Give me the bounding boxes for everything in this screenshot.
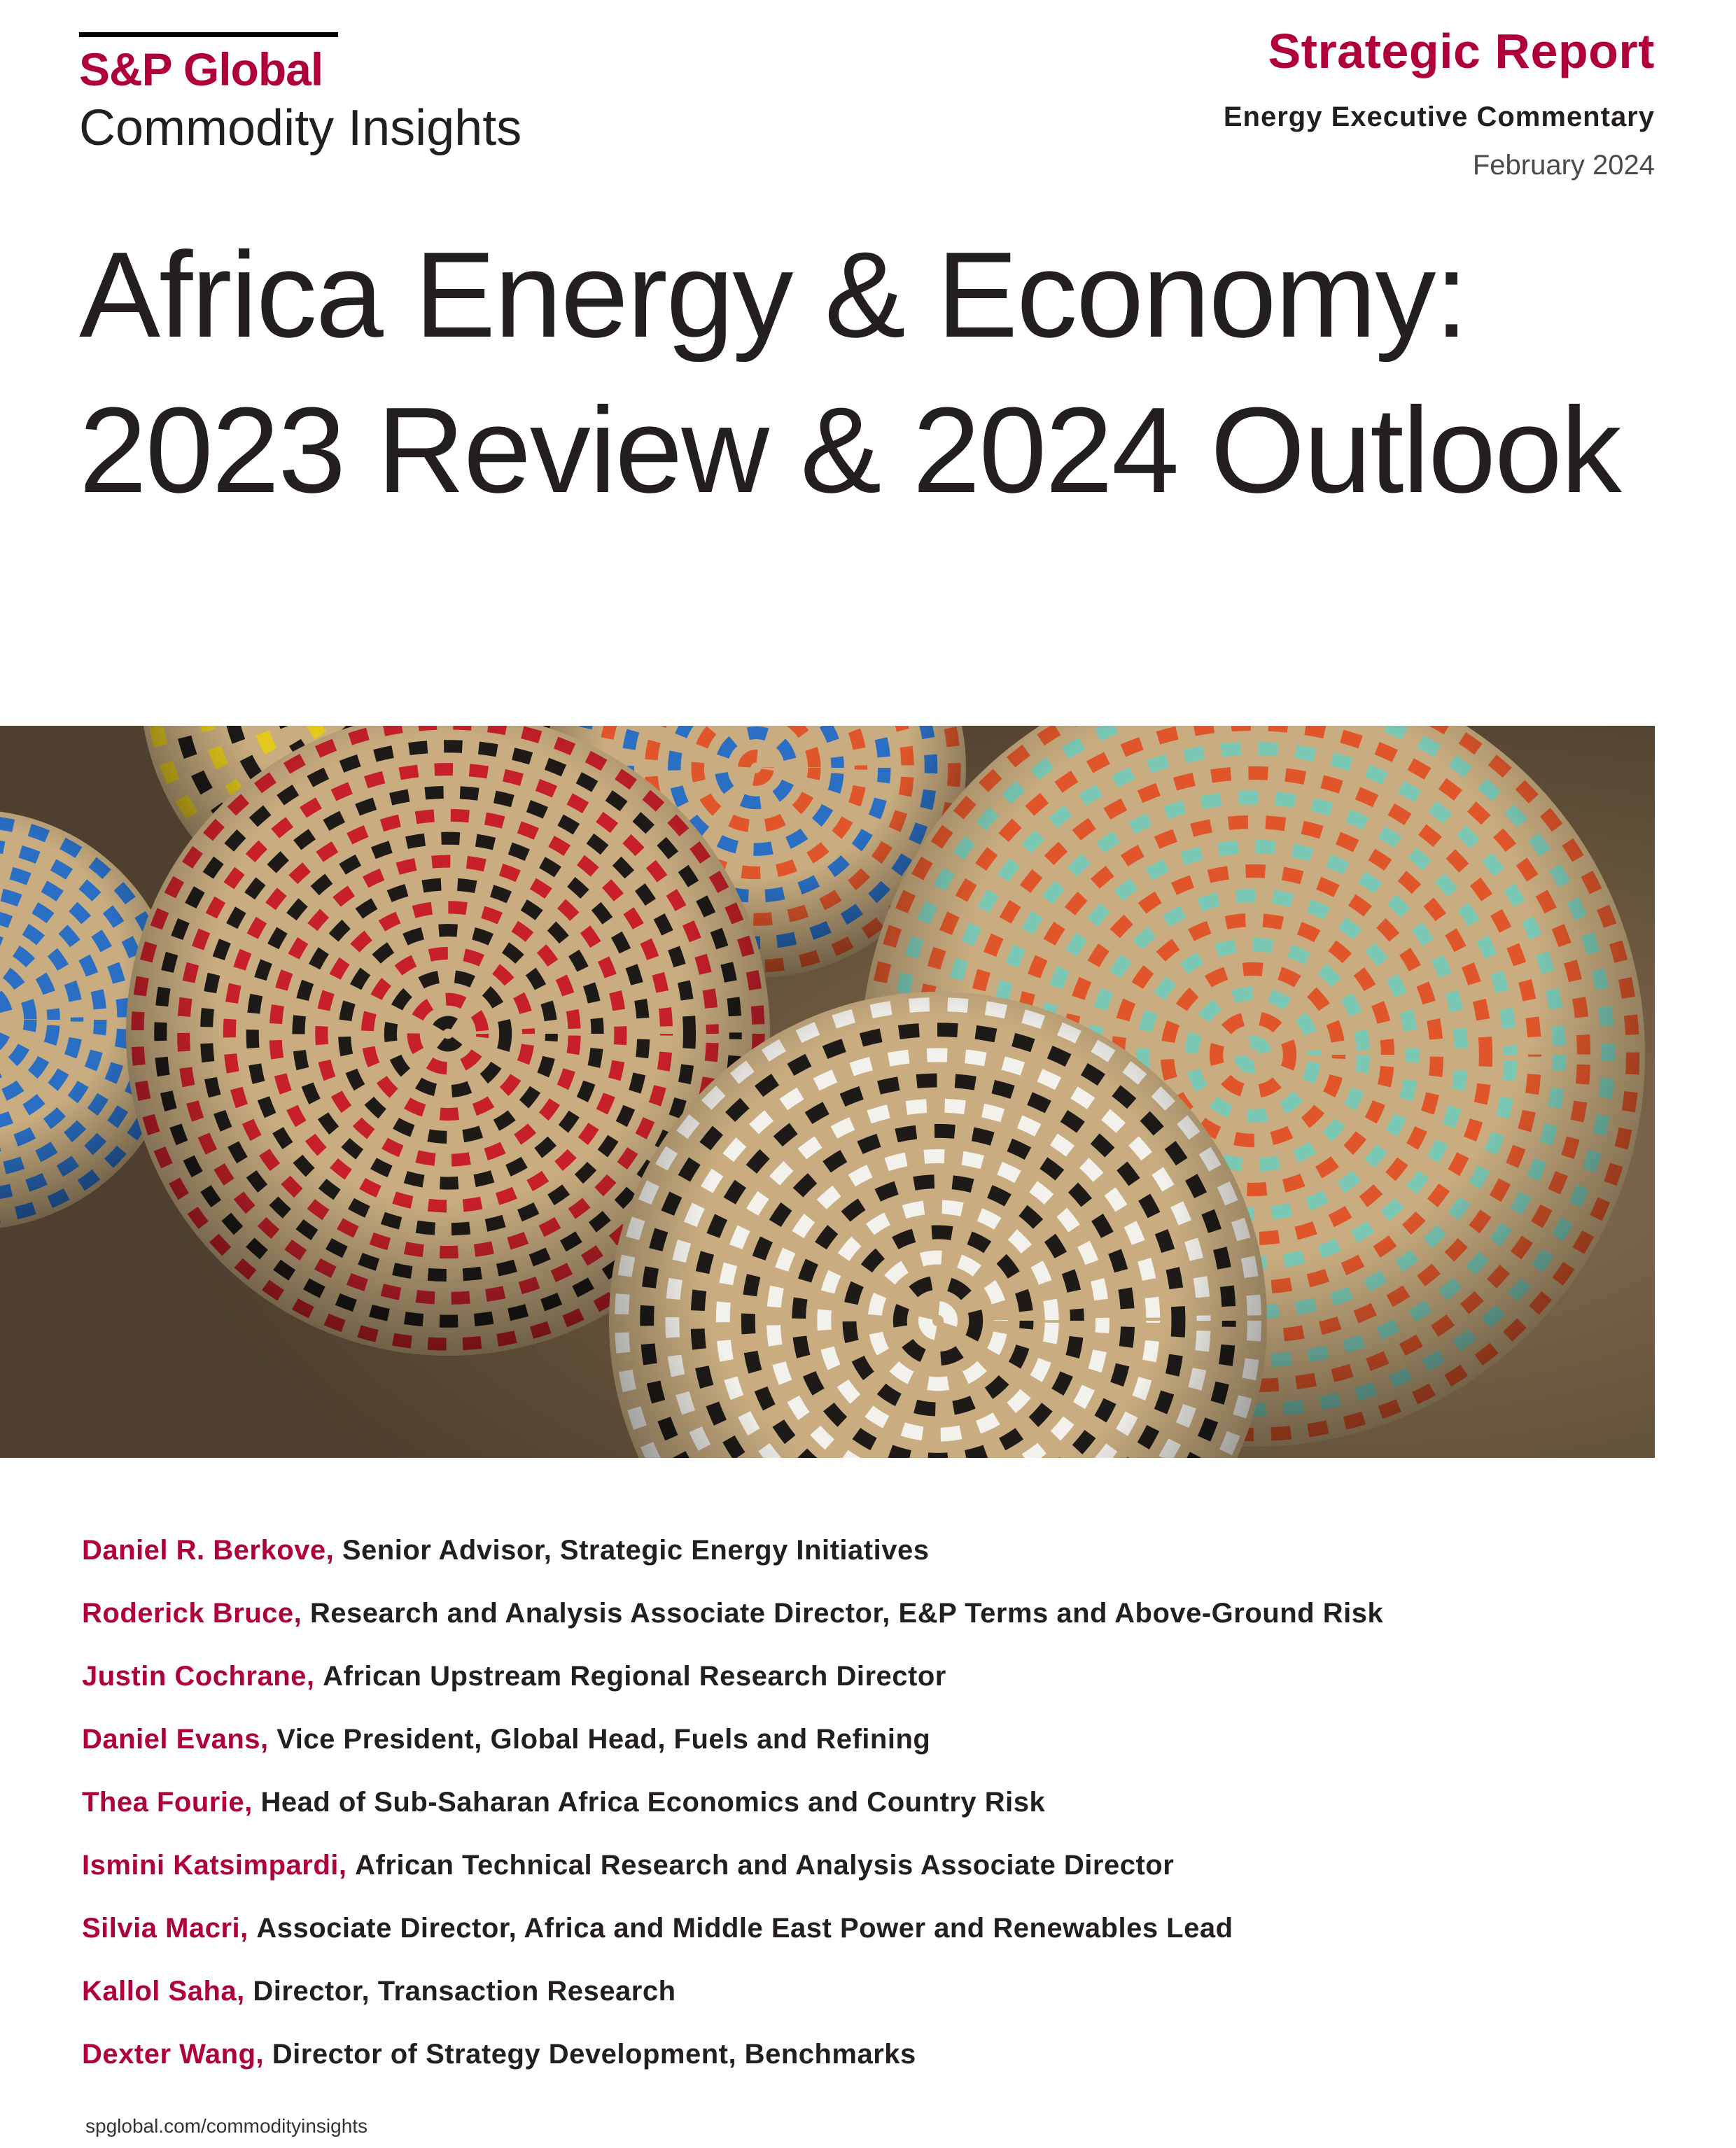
author-role: Senior Advisor, Strategic Energy Initiatives <box>342 1535 930 1566</box>
report-date: February 2024 <box>1472 150 1655 181</box>
report-type: Strategic Report <box>1268 24 1655 78</box>
author-line <box>82 1519 1383 1582</box>
logo-brand: S&P Global <box>79 43 323 95</box>
author-role: African Upstream Regional Research Director <box>323 1661 946 1692</box>
logo-subbrand: Commodity Insights <box>79 100 522 156</box>
author-role: Director of Strategy Development, Benchmarks <box>272 2039 916 2070</box>
report-meta <box>1224 20 1655 185</box>
author-line <box>82 2023 1383 2086</box>
hero-image <box>0 726 1655 1458</box>
page-title: Africa Energy & Economy: 2023 Review & 2024 Outlook <box>79 226 1620 518</box>
author-line <box>82 1960 1383 2023</box>
author-role: Head of Sub-Saharan Africa Economics and Country Risk <box>260 1787 1046 1818</box>
author-role: Vice President, Global Head, Fuels and Refining <box>276 1724 931 1755</box>
author-name: Silvia Macri, <box>82 1913 248 1944</box>
author-line <box>82 1645 1383 1708</box>
author-name: Ismini Katsimpardi, <box>82 1850 347 1881</box>
author-role: Research and Analysis Associate Director, E&P Terms and Above-Ground Risk <box>309 1598 1384 1629</box>
footer-url-link[interactable]: spglobal.com/commodityinsights <box>85 2115 368 2137</box>
author-line <box>82 1582 1383 1645</box>
author-role: Associate Director, Africa and Middle East Power and Renewables Lead <box>256 1913 1233 1944</box>
author-role: African Technical Research and Analysis Associate Director <box>355 1850 1175 1881</box>
author-name: Dexter Wang, <box>82 2039 265 2070</box>
author-role: Director, Transaction Research <box>253 1976 676 2007</box>
brand-logo <box>79 32 548 157</box>
report-series: Energy Executive Commentary <box>1223 101 1655 132</box>
author-line <box>82 1771 1383 1834</box>
author-name: Daniel R. Berkove, <box>82 1535 335 1566</box>
logo-rule <box>79 32 338 37</box>
author-name: Thea Fourie, <box>82 1787 253 1818</box>
author-name: Daniel Evans, <box>82 1724 269 1755</box>
author-name: Roderick Bruce, <box>82 1598 302 1629</box>
author-line <box>82 1708 1383 1771</box>
author-line <box>82 1834 1383 1897</box>
author-name: Justin Cochrane, <box>82 1661 315 1692</box>
author-line <box>82 1897 1383 1960</box>
author-list <box>82 1519 1383 2086</box>
woven-baskets-photo <box>0 726 1655 1458</box>
author-name: Kallol Saha, <box>82 1976 245 2007</box>
